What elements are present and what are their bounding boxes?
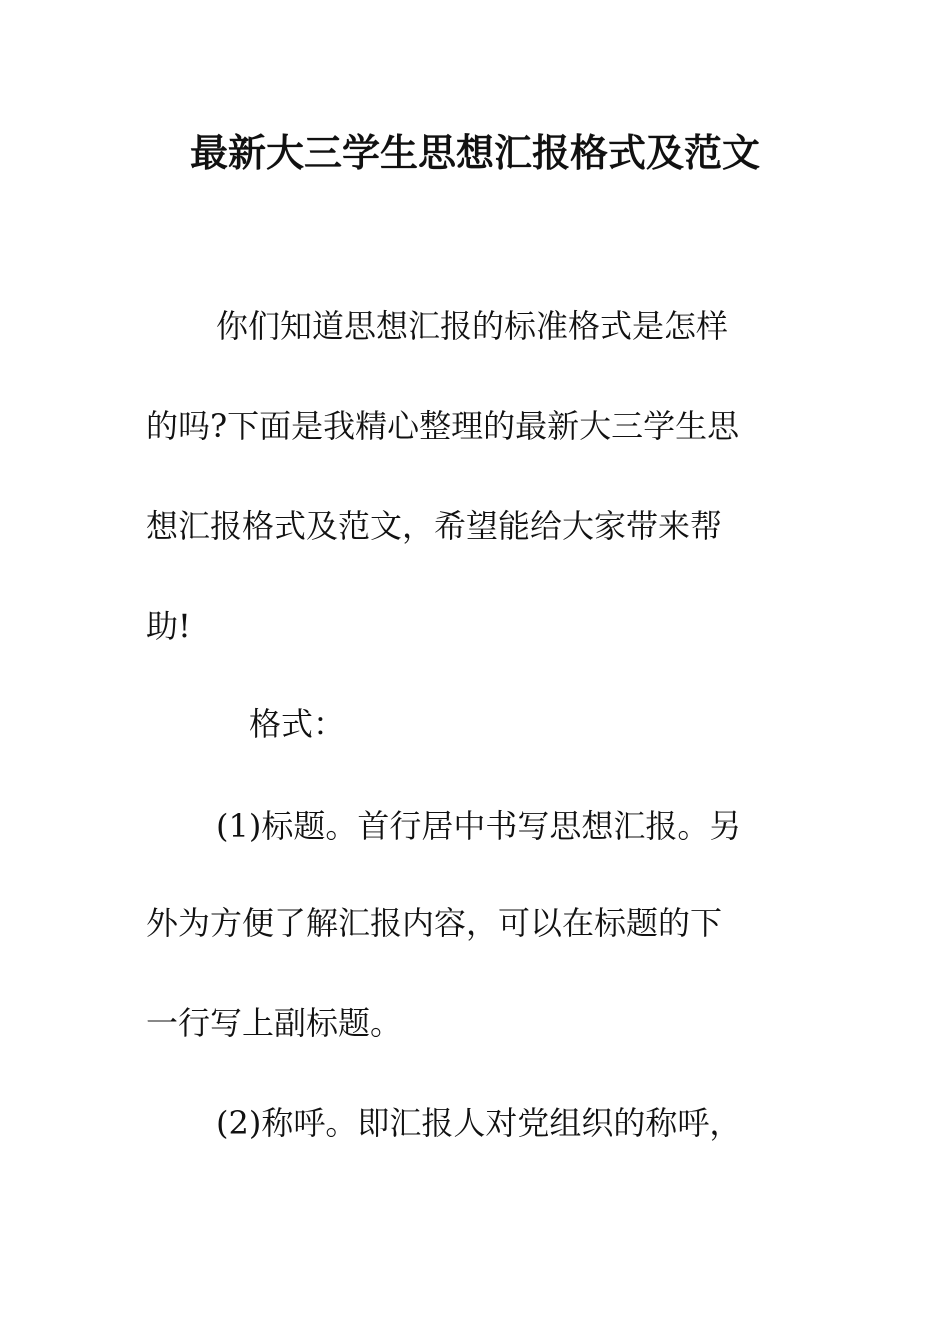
paragraph-line: 的吗?下面是我精心整理的最新大三学生思 (146, 407, 740, 445)
paragraph-line: 一行写上副标题。 (146, 1004, 403, 1042)
document-title: 最新大三学生思想汇报格式及范文 (189, 130, 760, 175)
paragraph-line: 助! (146, 607, 191, 645)
paragraph-line: (2)称呼。即汇报人对党组织的称呼， (216, 1104, 742, 1142)
paragraph-line: 你们知道思想汇报的标准格式是怎样 (216, 307, 729, 345)
paragraph-line: 外为方便了解汇报内容，可以在标题的下 (146, 904, 723, 942)
paragraph-line: 想汇报格式及范文，希望能给大家带来帮 (146, 507, 723, 545)
paragraph-line: (1)标题。首行居中书写思想汇报。另 (216, 807, 742, 845)
section-heading-format: 格式： (249, 705, 346, 743)
